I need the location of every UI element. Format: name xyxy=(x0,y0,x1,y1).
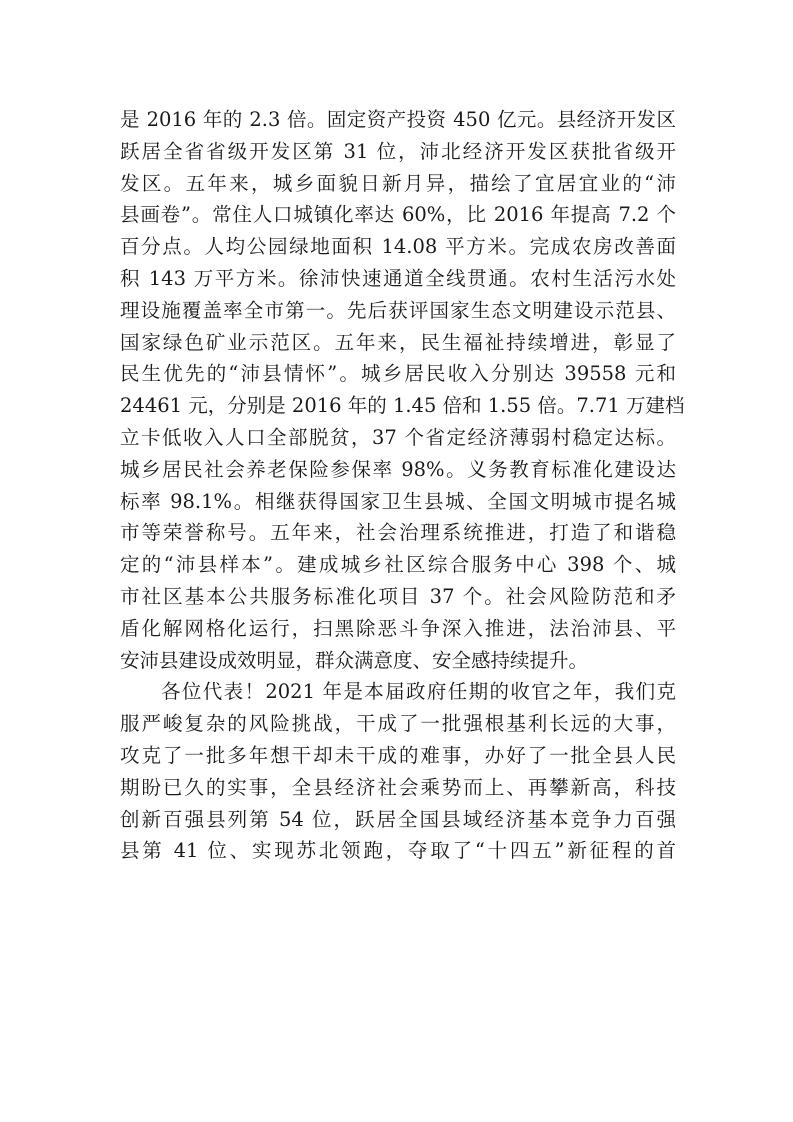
text-line: 各位代表！2021 年是本届政府任期的收官之年，我们克 xyxy=(161,680,676,704)
text-line: 百分点。人均公园绿地面积 14.08 平方米。完成农房改善面 xyxy=(120,235,676,259)
text-line: 标率 98.1%。相继获得国家卫生县城、全国文明城市提名城 xyxy=(120,489,676,513)
text-line: 立卡低收入人口全部脱贫，37 个省定经济薄弱村稳定达标。 xyxy=(120,425,676,449)
text-line: 发区。五年来，城乡面貌日新月异，描绘了宜居宜业的“沛 xyxy=(120,171,676,195)
paragraph-2021-review xyxy=(120,676,676,867)
text-line: 创新百强县列第 54 位，跃居全国县域经济基本竞争力百强 xyxy=(120,807,676,831)
text-line: 市等荣誉称号。五年来，社会治理系统推进，打造了和谐稳 xyxy=(120,521,676,545)
document-page xyxy=(120,104,685,867)
text-line: 服严峻复杂的风险挑战，干成了一批强根基利长远的大事， xyxy=(120,712,676,736)
text-line: 安沛县建设成效明显，群众满意度、安全感持续提升。 xyxy=(120,648,589,672)
text-line: 定的“沛县样本”。建成城乡社区综合服务中心 398 个、城 xyxy=(120,553,676,577)
text-line: 市社区基本公共服务标准化项目 37 个。社会风险防范和矛 xyxy=(120,584,676,608)
paragraph-achievements xyxy=(120,104,685,676)
text-line: 是 2016 年的 2.3 倍。固定资产投资 450 亿元。县经济开发区 xyxy=(120,108,676,131)
text-line: 盾化解网格化运行，扫黑除恶斗争深入推进，法治沛县、平 xyxy=(120,616,676,640)
text-line: 理设施覆盖率全市第一。先后获评国家生态文明建设示范县、 xyxy=(120,298,676,322)
text-line: 国家绿色矿业示范区。五年来，民生福祉持续增进，彰显了 xyxy=(120,330,676,354)
text-line: 县第 41 位、实现苏北领跑，夺取了“十四五”新征程的首 xyxy=(120,839,676,863)
text-line: 民生优先的“沛县情怀”。城乡居民收入分别达 39558 元和 xyxy=(120,362,676,386)
text-line: 积 143 万平方米。徐沛快速通道全线贯通。农村生活污水处 xyxy=(120,266,676,290)
text-line: 24461 元，分别是 2016 年的 1.45 倍和 1.55 倍。7.71 万建档 xyxy=(120,394,685,418)
text-line: 跃居全省省级开发区第 31 位，沛北经济开发区获批省级开 xyxy=(120,139,676,163)
text-line: 县画卷”。常住人口城镇化率达 60%，比 2016 年提高 7.2 个 xyxy=(120,203,676,227)
text-line: 城乡居民社会养老保险参保率 98%。义务教育标准化建设达 xyxy=(120,457,676,481)
text-line: 攻克了一批多年想干却未干成的难事，办好了一批全县人民 xyxy=(120,743,676,767)
text-line: 期盼已久的实事，全县经济社会乘势而上、再攀新高，科技 xyxy=(120,775,676,799)
